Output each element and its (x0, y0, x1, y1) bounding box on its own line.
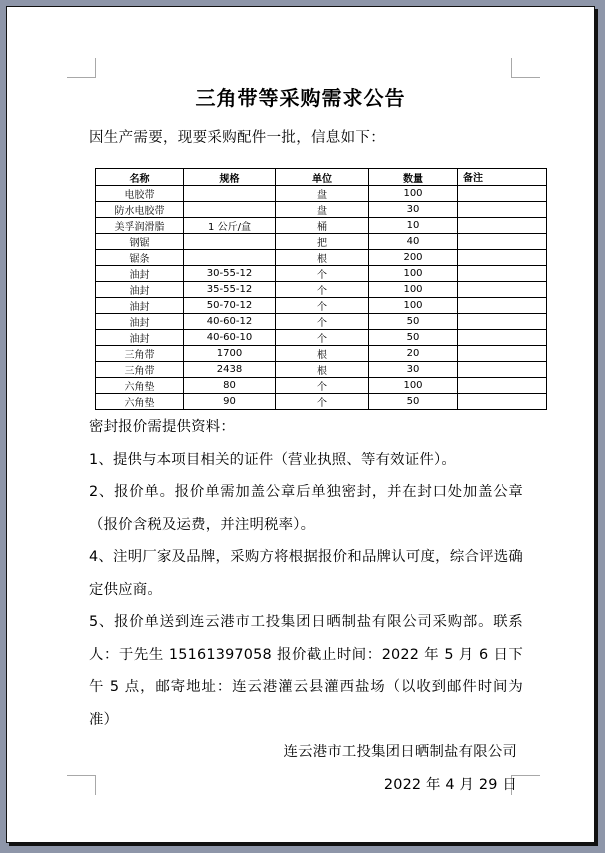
cell-name: 锯条 (96, 250, 184, 266)
cell-qty: 50 (369, 314, 458, 330)
cell-spec: 35-55-12 (184, 282, 276, 298)
cell-qty: 20 (369, 346, 458, 362)
cell-remark (458, 346, 547, 362)
cell-name: 三角带 (96, 346, 184, 362)
cell-name: 油封 (96, 314, 184, 330)
note-paragraph: 4、注明厂家及品牌，采购方将根据报价和品牌认可度，综合评选确定供应商。 (89, 549, 523, 598)
cell-spec: 2438 (184, 362, 276, 378)
cell-name: 六角垫 (96, 378, 184, 394)
cell-unit: 根 (276, 362, 369, 378)
cell-spec: 40-60-12 (184, 314, 276, 330)
cell-qty: 30 (369, 202, 458, 218)
cell-spec: 40-60-10 (184, 330, 276, 346)
table-header-row (96, 169, 547, 186)
table-row (96, 378, 547, 394)
cell-unit: 盘 (276, 186, 369, 202)
cell-remark (458, 314, 547, 330)
cell-unit: 桶 (276, 218, 369, 234)
note-paragraph: 1、提供与本项目相关的证件（营业执照、等有效证件）。 (89, 451, 456, 468)
cell-unit: 个 (276, 282, 369, 298)
signature-date: 2022 年 4 月 29 日 (383, 776, 517, 793)
cell-spec (184, 202, 276, 218)
cell-qty: 10 (369, 218, 458, 234)
cell-qty: 100 (369, 282, 458, 298)
cell-unit: 个 (276, 298, 369, 314)
cell-unit: 根 (276, 346, 369, 362)
cell-qty: 100 (369, 186, 458, 202)
cell-remark (458, 394, 547, 410)
cell-qty: 100 (369, 298, 458, 314)
cell-name: 三角带 (96, 362, 184, 378)
cell-unit: 盘 (276, 202, 369, 218)
signature-company: 连云港市工投集团日晒制盐有限公司 (283, 744, 517, 760)
cell-unit: 个 (276, 314, 369, 330)
table-row (96, 250, 547, 266)
table-row (96, 298, 547, 314)
column-header-unit: 单位 (276, 169, 369, 186)
table-row (96, 394, 547, 410)
cell-remark (458, 378, 547, 394)
cell-qty: 40 (369, 234, 458, 250)
table-row (96, 346, 547, 362)
intro-paragraph: 因生产需要，现要采购配件一批，信息如下： (89, 130, 385, 146)
cell-name: 电胶带 (96, 186, 184, 202)
table-row (96, 282, 547, 298)
cell-remark (458, 250, 547, 266)
cell-qty: 50 (369, 394, 458, 410)
table-row (96, 234, 547, 250)
cell-unit: 个 (276, 378, 369, 394)
cell-spec: 1700 (184, 346, 276, 362)
page-title: 三角带等采购需求公告 (195, 86, 406, 110)
cell-unit: 把 (276, 234, 369, 250)
cell-unit: 个 (276, 266, 369, 282)
cell-qty: 200 (369, 250, 458, 266)
cell-qty: 50 (369, 330, 458, 346)
note-paragraph: 2、报价单。报价单需加盖公章后单独密封，并在封口处加盖公章（报价含税及运费，并注明税率）。 (89, 484, 523, 533)
cell-name: 油封 (96, 282, 184, 298)
table-row (96, 330, 547, 346)
table-body (96, 186, 547, 410)
cell-name: 六角垫 (96, 394, 184, 410)
cell-spec: 1 公斤/盒 (184, 218, 276, 234)
cell-spec (184, 186, 276, 202)
cell-unit: 根 (276, 250, 369, 266)
cell-remark (458, 266, 547, 282)
table-row (96, 186, 547, 202)
cell-unit: 个 (276, 330, 369, 346)
cell-remark (458, 202, 547, 218)
cell-qty: 30 (369, 362, 458, 378)
cell-qty: 100 (369, 266, 458, 282)
notes-list (89, 444, 523, 737)
items-table (95, 168, 547, 410)
cell-remark (458, 298, 547, 314)
notes-heading: 密封报价需提供资料： (89, 419, 235, 435)
cell-name: 油封 (96, 330, 184, 346)
cell-spec: 80 (184, 378, 276, 394)
cell-spec: 50-70-12 (184, 298, 276, 314)
table-row (96, 202, 547, 218)
cell-remark (458, 218, 547, 234)
cell-remark (458, 362, 547, 378)
table-row (96, 218, 547, 234)
cell-name: 钢锯 (96, 234, 184, 250)
cell-spec (184, 250, 276, 266)
cell-name: 油封 (96, 298, 184, 314)
cell-name: 防水电胶带 (96, 202, 184, 218)
margin-crop-mark-top-left (67, 58, 96, 78)
cell-remark (458, 234, 547, 250)
column-header-remark: 备注 (458, 169, 547, 186)
cell-spec (184, 234, 276, 250)
cell-remark (458, 330, 547, 346)
table-row (96, 266, 547, 282)
cell-spec: 90 (184, 394, 276, 410)
cell-name: 美孚润滑脂 (96, 218, 184, 234)
cell-remark (458, 186, 547, 202)
margin-crop-mark-top-right (511, 58, 540, 78)
table-row (96, 362, 547, 378)
cell-qty: 100 (369, 378, 458, 394)
cell-remark (458, 282, 547, 298)
column-header-name: 名称 (96, 169, 184, 186)
notes-section (89, 411, 523, 801)
document-page (6, 6, 595, 843)
cell-spec: 30-55-12 (184, 266, 276, 282)
cell-name: 油封 (96, 266, 184, 282)
note-paragraph: 5、报价单送到连云港市工投集团日晒制盐有限公司采购部。联系人：于先生 15161397058 报价截止时间：2022 年 5 月 6 日下午 5 点，邮寄地址：连云港灌云县灌西盐场（以收到邮件时间为准） (89, 614, 523, 728)
column-header-qty: 数量 (369, 169, 458, 186)
column-header-spec: 规格 (184, 169, 276, 186)
cell-unit: 个 (276, 394, 369, 410)
table-row (96, 314, 547, 330)
